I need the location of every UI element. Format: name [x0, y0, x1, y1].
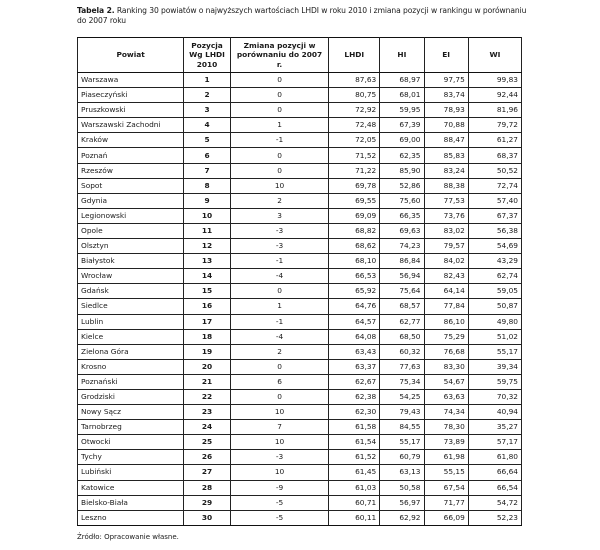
- cell-ei: 85,83: [424, 148, 468, 163]
- cell-wi: 39,34: [468, 359, 521, 374]
- cell-lhdi: 60,71: [329, 495, 380, 510]
- table-row: [78, 118, 522, 133]
- cell-hi: 84,55: [380, 420, 424, 435]
- cell-pozycja: 22: [184, 389, 231, 404]
- cell-pozycja: 1: [184, 73, 231, 88]
- cell-wi: 66,64: [468, 465, 521, 480]
- cell-zmiana: 10: [230, 405, 329, 420]
- cell-powiat: Nowy Sącz: [78, 405, 184, 420]
- cell-powiat: Otwocki: [78, 435, 184, 450]
- cell-powiat: Poznań: [78, 148, 184, 163]
- cell-ei: 73,89: [424, 435, 468, 450]
- table-row: [78, 163, 522, 178]
- cell-pozycja: 5: [184, 133, 231, 148]
- cell-lhdi: 69,55: [329, 193, 380, 208]
- cell-lhdi: 68,62: [329, 239, 380, 254]
- cell-wi: 79,72: [468, 118, 521, 133]
- cell-wi: 99,83: [468, 73, 521, 88]
- cell-hi: 68,50: [380, 329, 424, 344]
- cell-zmiana: 0: [230, 148, 329, 163]
- source-note: Źródło: Opracowanie własne.: [77, 533, 179, 541]
- cell-zmiana: 0: [230, 163, 329, 178]
- cell-zmiana: 3: [230, 208, 329, 223]
- cell-pozycja: 25: [184, 435, 231, 450]
- cell-hi: 66,35: [380, 208, 424, 223]
- cell-wi: 59,75: [468, 374, 521, 389]
- cell-pozycja: 29: [184, 495, 231, 510]
- cell-hi: 60,79: [380, 450, 424, 465]
- cell-hi: 50,58: [380, 480, 424, 495]
- cell-ei: 77,53: [424, 193, 468, 208]
- table-row: [78, 73, 522, 88]
- cell-pozycja: 13: [184, 254, 231, 269]
- cell-powiat: Leszno: [78, 510, 184, 525]
- cell-wi: 55,17: [468, 344, 521, 359]
- cell-hi: 74,23: [380, 239, 424, 254]
- cell-lhdi: 63,37: [329, 359, 380, 374]
- cell-zmiana: 0: [230, 284, 329, 299]
- cell-powiat: Olsztyn: [78, 239, 184, 254]
- cell-wi: 35,27: [468, 420, 521, 435]
- cell-zmiana: 0: [230, 359, 329, 374]
- cell-lhdi: 62,67: [329, 374, 380, 389]
- cell-powiat: Piaseczyński: [78, 88, 184, 103]
- cell-lhdi: 68,82: [329, 223, 380, 238]
- cell-pozycja: 2: [184, 88, 231, 103]
- cell-zmiana: 6: [230, 374, 329, 389]
- cell-wi: 92,44: [468, 88, 521, 103]
- cell-powiat: Warszawski Zachodni: [78, 118, 184, 133]
- cell-powiat: Gdańsk: [78, 284, 184, 299]
- table-row: [78, 103, 522, 118]
- cell-powiat: Grodziski: [78, 389, 184, 404]
- cell-ei: 78,93: [424, 103, 468, 118]
- cell-pozycja: 30: [184, 510, 231, 525]
- table-row: [78, 208, 522, 223]
- table-row: [78, 148, 522, 163]
- cell-zmiana: -5: [230, 495, 329, 510]
- cell-zmiana: 10: [230, 435, 329, 450]
- cell-hi: 75,34: [380, 374, 424, 389]
- cell-lhdi: 69,78: [329, 178, 380, 193]
- table-row: [78, 344, 522, 359]
- caption-text: Ranking 30 powiatów o najwyższych wartościach LHDI w roku 2010 i zmiana pozycji w rankingu w porównaniu do 2007 roku: [77, 6, 527, 25]
- cell-hi: 59,95: [380, 103, 424, 118]
- cell-lhdi: 64,57: [329, 314, 380, 329]
- cell-hi: 54,25: [380, 389, 424, 404]
- cell-lhdi: 62,38: [329, 389, 380, 404]
- cell-powiat: Opole: [78, 223, 184, 238]
- cell-hi: 77,63: [380, 359, 424, 374]
- table-row: [78, 374, 522, 389]
- cell-powiat: Zielona Góra: [78, 344, 184, 359]
- cell-wi: 81,96: [468, 103, 521, 118]
- cell-pozycja: 17: [184, 314, 231, 329]
- cell-zmiana: -4: [230, 329, 329, 344]
- cell-zmiana: -5: [230, 510, 329, 525]
- cell-zmiana: -3: [230, 239, 329, 254]
- cell-powiat: Lublin: [78, 314, 184, 329]
- cell-pozycja: 28: [184, 480, 231, 495]
- cell-lhdi: 72,92: [329, 103, 380, 118]
- table-row: [78, 329, 522, 344]
- table-row: [78, 359, 522, 374]
- caption-label: Tabela 2.: [77, 6, 115, 15]
- header-lhdi: LHDI: [329, 38, 380, 73]
- cell-ei: 55,15: [424, 465, 468, 480]
- table-row: [78, 510, 522, 525]
- cell-hi: 67,39: [380, 118, 424, 133]
- cell-lhdi: 80,75: [329, 88, 380, 103]
- cell-powiat: Pruszkowski: [78, 103, 184, 118]
- cell-ei: 86,10: [424, 314, 468, 329]
- cell-powiat: Gdynia: [78, 193, 184, 208]
- table-row: [78, 269, 522, 284]
- table-row: [78, 435, 522, 450]
- ranking-table: [77, 37, 522, 526]
- cell-lhdi: 64,76: [329, 299, 380, 314]
- table-row: [78, 450, 522, 465]
- cell-ei: 75,29: [424, 329, 468, 344]
- cell-ei: 70,88: [424, 118, 468, 133]
- cell-ei: 54,67: [424, 374, 468, 389]
- cell-wi: 68,37: [468, 148, 521, 163]
- cell-zmiana: -3: [230, 223, 329, 238]
- cell-hi: 75,60: [380, 193, 424, 208]
- cell-wi: 61,27: [468, 133, 521, 148]
- cell-wi: 52,23: [468, 510, 521, 525]
- cell-powiat: Lubiński: [78, 465, 184, 480]
- cell-zmiana: -4: [230, 269, 329, 284]
- cell-pozycja: 3: [184, 103, 231, 118]
- cell-powiat: Bielsko-Biała: [78, 495, 184, 510]
- cell-ei: 83,24: [424, 163, 468, 178]
- cell-lhdi: 71,52: [329, 148, 380, 163]
- cell-zmiana: 0: [230, 389, 329, 404]
- cell-hi: 55,17: [380, 435, 424, 450]
- cell-hi: 63,13: [380, 465, 424, 480]
- cell-zmiana: 1: [230, 299, 329, 314]
- cell-zmiana: 10: [230, 465, 329, 480]
- cell-wi: 70,32: [468, 389, 521, 404]
- cell-pozycja: 7: [184, 163, 231, 178]
- cell-lhdi: 61,45: [329, 465, 380, 480]
- cell-zmiana: 0: [230, 88, 329, 103]
- cell-zmiana: -1: [230, 314, 329, 329]
- header-wi: WI: [468, 38, 521, 73]
- cell-ei: 71,77: [424, 495, 468, 510]
- cell-zmiana: -1: [230, 133, 329, 148]
- cell-lhdi: 65,92: [329, 284, 380, 299]
- cell-pozycja: 21: [184, 374, 231, 389]
- cell-hi: 75,64: [380, 284, 424, 299]
- cell-lhdi: 66,53: [329, 269, 380, 284]
- cell-zmiana: -1: [230, 254, 329, 269]
- cell-pozycja: 19: [184, 344, 231, 359]
- cell-zmiana: -9: [230, 480, 329, 495]
- cell-powiat: Białystok: [78, 254, 184, 269]
- cell-lhdi: 64,08: [329, 329, 380, 344]
- table-row: [78, 178, 522, 193]
- cell-powiat: Rzeszów: [78, 163, 184, 178]
- cell-pozycja: 23: [184, 405, 231, 420]
- cell-zmiana: 0: [230, 103, 329, 118]
- table-body: [78, 73, 522, 526]
- cell-hi: 68,57: [380, 299, 424, 314]
- cell-ei: 83,30: [424, 359, 468, 374]
- cell-lhdi: 61,52: [329, 450, 380, 465]
- cell-wi: 49,80: [468, 314, 521, 329]
- table-row: [78, 254, 522, 269]
- cell-lhdi: 71,22: [329, 163, 380, 178]
- cell-powiat: Krosno: [78, 359, 184, 374]
- cell-hi: 79,43: [380, 405, 424, 420]
- cell-lhdi: 69,09: [329, 208, 380, 223]
- cell-ei: 83,74: [424, 88, 468, 103]
- cell-zmiana: 2: [230, 344, 329, 359]
- cell-wi: 43,29: [468, 254, 521, 269]
- cell-powiat: Katowice: [78, 480, 184, 495]
- cell-powiat: Siedlce: [78, 299, 184, 314]
- cell-ei: 79,57: [424, 239, 468, 254]
- cell-hi: 86,84: [380, 254, 424, 269]
- cell-pozycja: 8: [184, 178, 231, 193]
- cell-ei: 74,34: [424, 405, 468, 420]
- cell-lhdi: 61,54: [329, 435, 380, 450]
- cell-wi: 61,80: [468, 450, 521, 465]
- table-row: [78, 465, 522, 480]
- cell-wi: 72,74: [468, 178, 521, 193]
- cell-lhdi: 87,63: [329, 73, 380, 88]
- cell-wi: 57,17: [468, 435, 521, 450]
- cell-ei: 77,84: [424, 299, 468, 314]
- cell-hi: 62,77: [380, 314, 424, 329]
- cell-wi: 66,54: [468, 480, 521, 495]
- cell-ei: 97,75: [424, 73, 468, 88]
- cell-zmiana: 2: [230, 193, 329, 208]
- cell-wi: 62,74: [468, 269, 521, 284]
- cell-powiat: Kraków: [78, 133, 184, 148]
- cell-pozycja: 9: [184, 193, 231, 208]
- table-row: [78, 193, 522, 208]
- cell-wi: 50,87: [468, 299, 521, 314]
- cell-hi: 85,90: [380, 163, 424, 178]
- table-row: [78, 495, 522, 510]
- cell-pozycja: 24: [184, 420, 231, 435]
- cell-powiat: Warszawa: [78, 73, 184, 88]
- cell-wi: 67,37: [468, 208, 521, 223]
- cell-hi: 56,97: [380, 495, 424, 510]
- cell-hi: 68,97: [380, 73, 424, 88]
- table-row: [78, 88, 522, 103]
- table-row: [78, 314, 522, 329]
- table-row: [78, 223, 522, 238]
- header-powiat: Powiat: [78, 38, 184, 73]
- cell-ei: 83,02: [424, 223, 468, 238]
- cell-hi: 69,63: [380, 223, 424, 238]
- header-ei: EI: [424, 38, 468, 73]
- cell-wi: 51,02: [468, 329, 521, 344]
- cell-pozycja: 10: [184, 208, 231, 223]
- cell-wi: 50,52: [468, 163, 521, 178]
- cell-pozycja: 16: [184, 299, 231, 314]
- cell-hi: 52,86: [380, 178, 424, 193]
- cell-lhdi: 61,03: [329, 480, 380, 495]
- table-row: [78, 420, 522, 435]
- cell-ei: 73,76: [424, 208, 468, 223]
- cell-ei: 61,98: [424, 450, 468, 465]
- cell-zmiana: 7: [230, 420, 329, 435]
- cell-powiat: Tarnobrzeg: [78, 420, 184, 435]
- cell-wi: 54,72: [468, 495, 521, 510]
- header-zmiana: Zmiana pozycji w porównaniu do 2007 r.: [230, 38, 329, 73]
- cell-hi: 60,32: [380, 344, 424, 359]
- cell-pozycja: 12: [184, 239, 231, 254]
- cell-lhdi: 63,43: [329, 344, 380, 359]
- cell-pozycja: 27: [184, 465, 231, 480]
- cell-pozycja: 15: [184, 284, 231, 299]
- table-row: [78, 299, 522, 314]
- table-row: [78, 405, 522, 420]
- table-row: [78, 133, 522, 148]
- cell-zmiana: -3: [230, 450, 329, 465]
- cell-ei: 84,02: [424, 254, 468, 269]
- cell-lhdi: 72,05: [329, 133, 380, 148]
- cell-pozycja: 14: [184, 269, 231, 284]
- header-hi: HI: [380, 38, 424, 73]
- cell-ei: 88,38: [424, 178, 468, 193]
- cell-wi: 59,05: [468, 284, 521, 299]
- table-row: [78, 389, 522, 404]
- cell-lhdi: 62,30: [329, 405, 380, 420]
- cell-zmiana: 0: [230, 73, 329, 88]
- cell-pozycja: 20: [184, 359, 231, 374]
- cell-ei: 82,43: [424, 269, 468, 284]
- cell-hi: 62,35: [380, 148, 424, 163]
- cell-ei: 64,14: [424, 284, 468, 299]
- header-row: [78, 38, 522, 73]
- cell-hi: 68,01: [380, 88, 424, 103]
- cell-lhdi: 60,11: [329, 510, 380, 525]
- cell-zmiana: 10: [230, 178, 329, 193]
- cell-ei: 63,63: [424, 389, 468, 404]
- cell-pozycja: 18: [184, 329, 231, 344]
- cell-wi: 40,94: [468, 405, 521, 420]
- cell-powiat: Sopot: [78, 178, 184, 193]
- cell-wi: 57,40: [468, 193, 521, 208]
- cell-powiat: Tychy: [78, 450, 184, 465]
- cell-ei: 78,30: [424, 420, 468, 435]
- table-row: [78, 239, 522, 254]
- cell-pozycja: 4: [184, 118, 231, 133]
- cell-powiat: Wrocław: [78, 269, 184, 284]
- cell-powiat: Kielce: [78, 329, 184, 344]
- cell-pozycja: 11: [184, 223, 231, 238]
- cell-lhdi: 72,48: [329, 118, 380, 133]
- cell-ei: 67,54: [424, 480, 468, 495]
- cell-pozycja: 26: [184, 450, 231, 465]
- cell-zmiana: 1: [230, 118, 329, 133]
- table-row: [78, 284, 522, 299]
- cell-hi: 69,00: [380, 133, 424, 148]
- cell-wi: 56,38: [468, 223, 521, 238]
- cell-hi: 56,94: [380, 269, 424, 284]
- cell-ei: 88,47: [424, 133, 468, 148]
- cell-ei: 76,68: [424, 344, 468, 359]
- cell-pozycja: 6: [184, 148, 231, 163]
- cell-ei: 66,09: [424, 510, 468, 525]
- header-pozycja: Pozycja Wg LHDI 2010: [184, 38, 231, 73]
- table-caption: [77, 6, 527, 26]
- cell-hi: 62,92: [380, 510, 424, 525]
- cell-lhdi: 68,10: [329, 254, 380, 269]
- cell-lhdi: 61,58: [329, 420, 380, 435]
- cell-wi: 54,69: [468, 239, 521, 254]
- cell-powiat: Legionowski: [78, 208, 184, 223]
- cell-powiat: Poznański: [78, 374, 184, 389]
- table-row: [78, 480, 522, 495]
